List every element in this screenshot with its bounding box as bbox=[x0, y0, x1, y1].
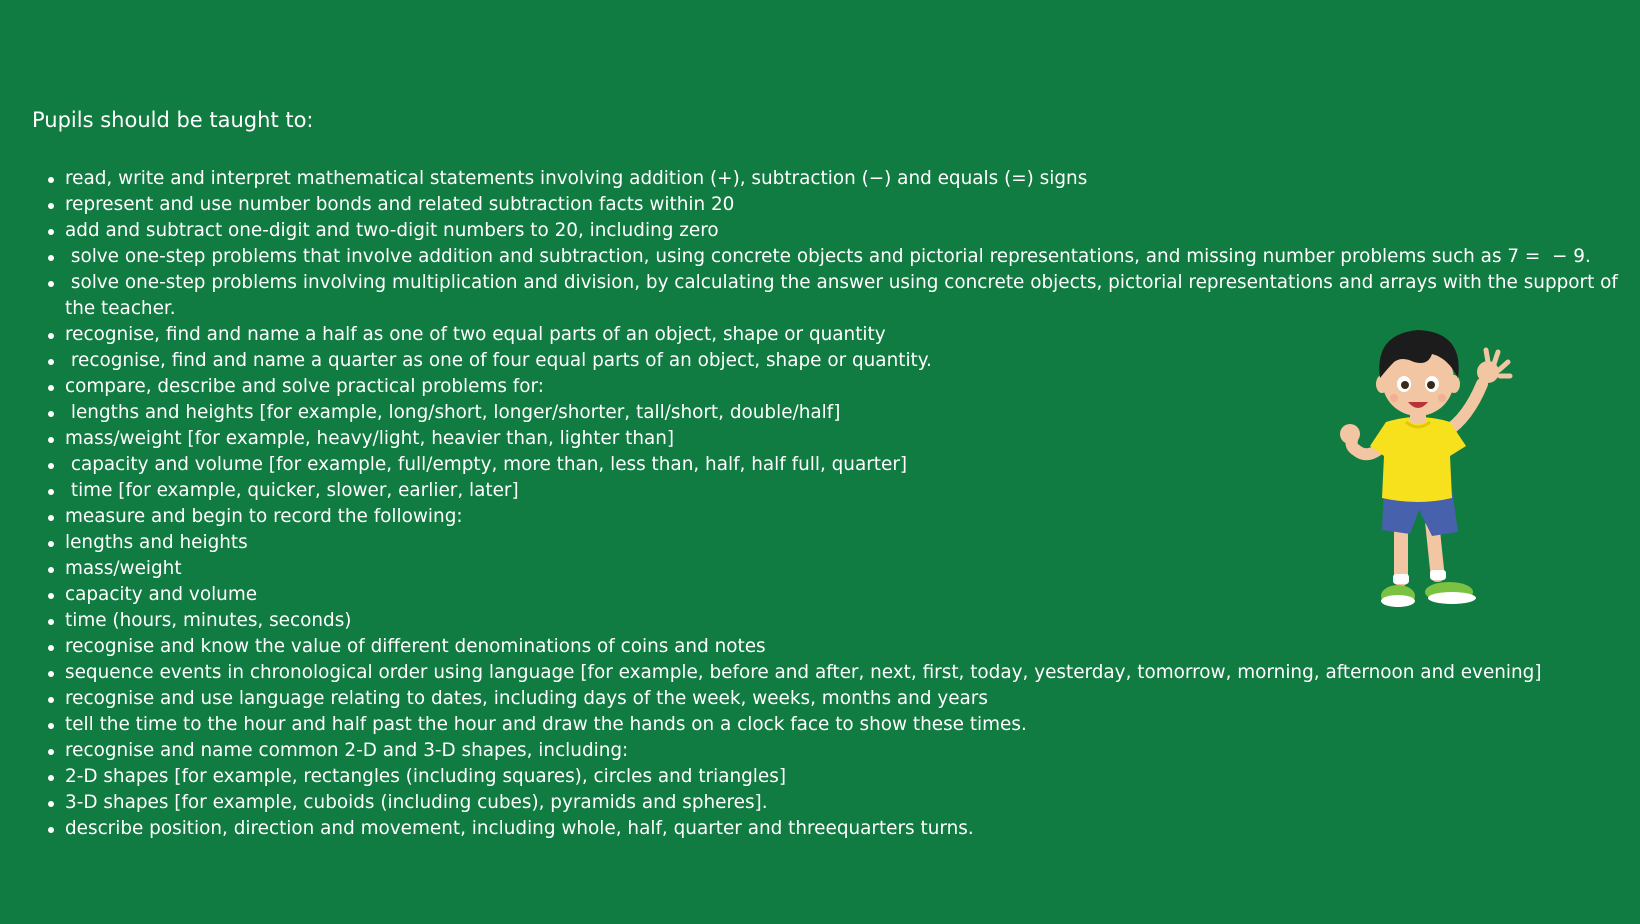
objective-item: lengths and heights bbox=[65, 530, 1620, 556]
objective-item: measure and begin to record the following: bbox=[65, 504, 1620, 530]
objective-item: recognise, find and name a quarter as one of four equal parts of an object, shape or quantity. bbox=[65, 348, 1620, 374]
objective-item: recognise and know the value of different denominations of coins and notes bbox=[65, 634, 1620, 660]
objective-item: mass/weight bbox=[65, 556, 1620, 582]
objective-item: solve one-step problems that involve addition and subtraction, using concrete objects and pictorial representations, and missing number problems such as 7 = − 9. bbox=[65, 244, 1620, 270]
objective-item: tell the time to the hour and half past the hour and draw the hands on a clock face to show these times. bbox=[65, 712, 1620, 738]
objective-item: read, write and interpret mathematical statements involving addition (+), subtraction (−) and equals (=) signs bbox=[65, 166, 1620, 192]
objective-item: 3-D shapes [for example, cuboids (including cubes), pyramids and spheres]. bbox=[65, 790, 1620, 816]
objective-item: solve one-step problems involving multiplication and division, by calculating the answer using concrete objects, pictorial representations and arrays with the support of the teacher. bbox=[65, 270, 1620, 322]
objective-item: describe position, direction and movement, including whole, half, quarter and threequarters turns. bbox=[65, 816, 1620, 842]
objective-item: recognise and name common 2-D and 3-D shapes, including: bbox=[65, 738, 1620, 764]
boy-waving-illustration bbox=[1336, 322, 1518, 628]
objective-item: 2-D shapes [for example, rectangles (including squares), circles and triangles] bbox=[65, 764, 1620, 790]
objective-item: time (hours, minutes, seconds) bbox=[65, 608, 1620, 634]
objective-item: recognise, find and name a half as one of two equal parts of an object, shape or quantity bbox=[65, 322, 1620, 348]
objective-item: compare, describe and solve practical problems for: bbox=[65, 374, 1620, 400]
objective-item: represent and use number bonds and related subtraction facts within 20 bbox=[65, 192, 1620, 218]
page-heading: Pupils should be taught to: bbox=[32, 108, 314, 132]
objective-item: add and subtract one-digit and two-digit numbers to 20, including zero bbox=[65, 218, 1620, 244]
objective-item: sequence events in chronological order using language [for example, before and after, next, first, today, yesterday, tomorrow, morning, afternoon and evening] bbox=[65, 660, 1620, 686]
objective-item: mass/weight [for example, heavy/light, heavier than, lighter than] bbox=[65, 426, 1620, 452]
objective-item: recognise and use language relating to dates, including days of the week, weeks, months and years bbox=[65, 686, 1620, 712]
objective-item: capacity and volume bbox=[65, 582, 1620, 608]
objective-item: lengths and heights [for example, long/short, longer/shorter, tall/short, double/half] bbox=[65, 400, 1620, 426]
objective-item: capacity and volume [for example, full/empty, more than, less than, half, half full, quarter] bbox=[65, 452, 1620, 478]
objective-item: time [for example, quicker, slower, earlier, later] bbox=[65, 478, 1620, 504]
